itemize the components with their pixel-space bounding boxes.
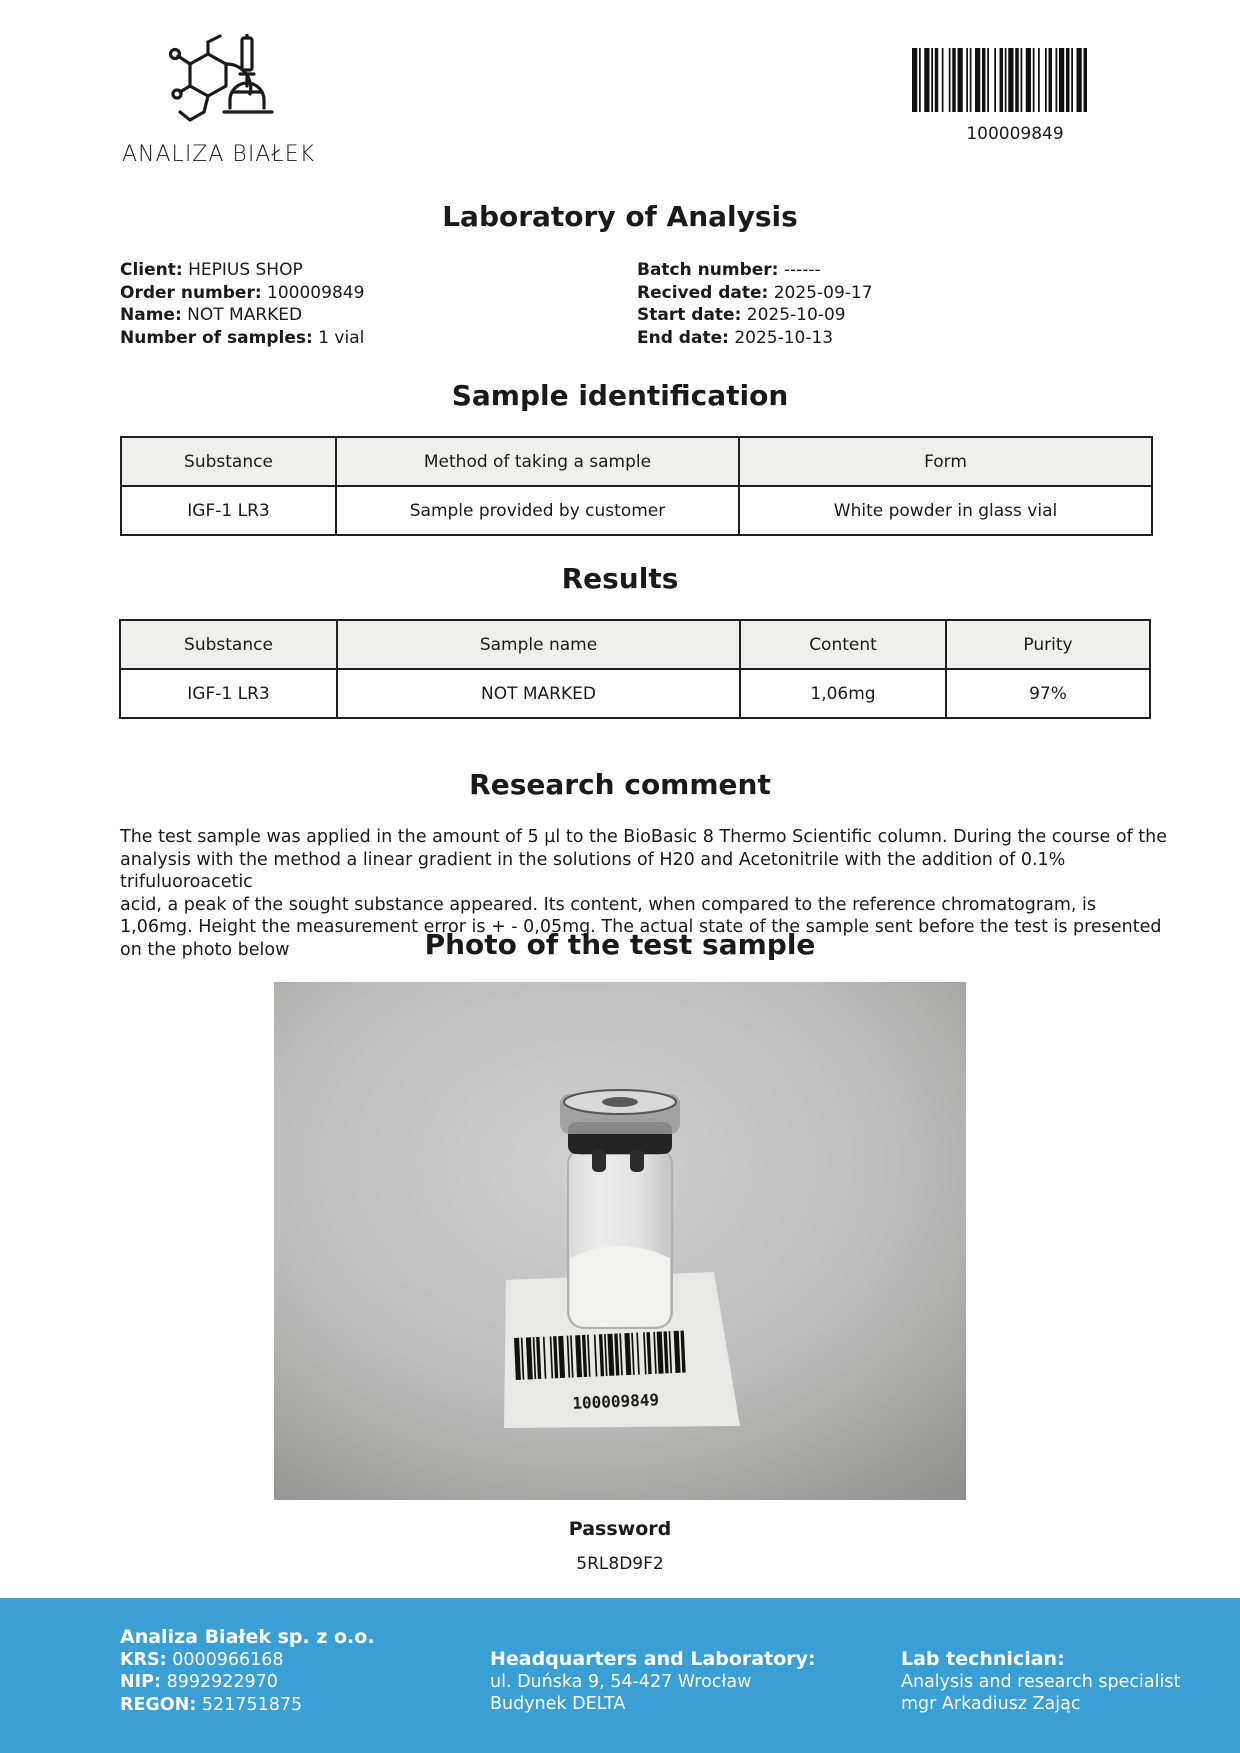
- barcode-bar: [1021, 48, 1023, 112]
- table-cell: 1,06mg: [740, 669, 946, 718]
- order-number-row: [120, 282, 364, 305]
- research-comment-title: Research comment: [469, 768, 771, 801]
- regon-row: [120, 1694, 375, 1717]
- table-header-cell: Substance: [120, 620, 337, 669]
- end-row: [637, 327, 873, 350]
- table-header-cell: Method of taking a sample: [336, 437, 739, 486]
- krs-value: 0000966168: [172, 1649, 284, 1670]
- barcode-bar: [935, 48, 939, 112]
- order-barcode: [912, 48, 1118, 144]
- results-table: [119, 619, 1151, 719]
- barcode-bar: [970, 48, 972, 112]
- hq-building: Budynek DELTA: [490, 1694, 626, 1714]
- barcode-bar: [982, 48, 986, 112]
- table-header-cell: Content: [740, 620, 946, 669]
- molecule-microscope-icon: [168, 34, 278, 134]
- comment-line: acid, a peak of the sought substance appeared. Its content, when compared to the reference chromatogram, is: [120, 894, 1096, 915]
- client-row: [120, 259, 364, 282]
- table-header-row: [121, 437, 1152, 486]
- tech-title: Lab technician:: [901, 1648, 1065, 1670]
- name-row: [120, 304, 364, 327]
- barcode-bar: [1038, 48, 1040, 112]
- samples-value: 1 vial: [318, 327, 365, 348]
- received-label: Recived date:: [637, 282, 769, 303]
- hq-title: Headquarters and Laboratory:: [490, 1648, 816, 1670]
- end-label: End date:: [637, 327, 729, 348]
- barcode-bar: [919, 48, 921, 112]
- order-info-left: [120, 259, 364, 349]
- tech-role: Analysis and research specialist: [901, 1671, 1181, 1692]
- samples-label: Number of samples:: [120, 327, 313, 348]
- table-row: [120, 669, 1150, 718]
- barcode-bar: [1059, 48, 1064, 112]
- end-value: 2025-10-13: [734, 327, 834, 348]
- barcode-bar: [958, 48, 963, 112]
- barcode-bar: [1066, 48, 1070, 112]
- barcode-bar: [1077, 48, 1082, 112]
- table-cell: Sample provided by customer: [336, 486, 739, 535]
- table-header-cell: Substance: [121, 437, 336, 486]
- barcode-bar: [912, 48, 917, 112]
- barcode-bar: [931, 48, 933, 112]
- barcode-bar: [994, 48, 996, 112]
- comment-line: 1,06mg. Height the measurement error is + - 0,05mg. The actual state of the sample sent before the test is presented: [120, 917, 1162, 937]
- barcode-bar: [1033, 48, 1035, 112]
- password-label: Password: [568, 1518, 672, 1540]
- samples-row: [120, 327, 364, 350]
- krs-row: [120, 1649, 375, 1672]
- results-title: Results: [561, 562, 679, 595]
- start-label: Start date:: [637, 305, 742, 325]
- table-row: [121, 486, 1152, 535]
- name-label: Name:: [120, 305, 182, 325]
- sample-table: [120, 436, 1153, 536]
- sample-photo: [274, 982, 966, 1500]
- batch-row: [637, 259, 873, 282]
- received-value: 2025-09-17: [773, 282, 873, 303]
- footer-company: [120, 1626, 375, 1716]
- tech-name: mgr Arkadiusz Zając: [901, 1694, 1081, 1714]
- password-value: 5RL8D9F2: [576, 1554, 664, 1574]
- barcode-bar: [1026, 48, 1031, 112]
- start-row: [637, 304, 873, 327]
- table-cell: White powder in glass vial: [739, 486, 1152, 535]
- barcode-bar: [975, 48, 980, 112]
- barcode-bar: [942, 48, 944, 112]
- photo-label-number: 100009849: [572, 1390, 660, 1413]
- comment-line: The test sample was applied in the amount of 5 µl to the BioBasic 8 Thermo Scientific column. During the course of the: [120, 827, 1167, 847]
- start-value: 2025-10-09: [746, 305, 846, 325]
- table-header-cell: Form: [739, 437, 1152, 486]
- barcode-bar: [952, 48, 956, 112]
- barcode-bar: [1056, 48, 1058, 112]
- table-cell: 97%: [946, 669, 1150, 718]
- barcode-bar: [966, 48, 968, 112]
- comment-line: on the photo below: [120, 939, 290, 960]
- table-cell: IGF-1 LR3: [121, 486, 336, 535]
- client-value: HEPIUS SHOP: [188, 260, 303, 280]
- order-info-right: [637, 259, 873, 349]
- nip-label: NIP:: [120, 1672, 161, 1692]
- company-name: Analiza Białek sp. z o.o.: [120, 1626, 375, 1648]
- photo-title: Photo of the test sample: [424, 928, 816, 961]
- order-number-value: 100009849: [267, 282, 365, 303]
- barcode-bar: [1005, 48, 1007, 112]
- table-header-cell: Sample name: [337, 620, 740, 669]
- batch-value: ------: [783, 260, 821, 280]
- received-row: [637, 282, 873, 305]
- table-cell: IGF-1 LR3: [120, 669, 337, 718]
- barcode-bar: [987, 48, 989, 112]
- logo-text: ANALIZA BIAŁEK: [122, 142, 316, 167]
- page-title: Laboratory of Analysis: [442, 200, 798, 233]
- table-cell: NOT MARKED: [337, 669, 740, 718]
- barcode-bar: [949, 48, 951, 112]
- regon-label: REGON:: [120, 1694, 197, 1715]
- table-header-row: [120, 620, 1150, 669]
- barcode-bar: [1008, 48, 1013, 112]
- barcode-bar: [1084, 48, 1088, 112]
- barcode-bar: [1000, 48, 1004, 112]
- batch-label: Batch number:: [637, 260, 779, 280]
- barcode-icon: [912, 48, 1114, 112]
- table-header-cell: Purity: [946, 620, 1150, 669]
- hq-address: ul. Duńska 9, 54-427 Wrocław: [490, 1671, 752, 1692]
- barcode-bar: [1015, 48, 1019, 112]
- barcode-number: 100009849: [966, 124, 1064, 144]
- nip-value: 8992922970: [166, 1672, 278, 1692]
- name-value: NOT MARKED: [187, 305, 303, 325]
- barcode-bar: [1071, 48, 1073, 112]
- barcode-bar: [1045, 48, 1047, 112]
- order-number-label: Order number:: [120, 282, 262, 303]
- company-logo: [120, 34, 330, 170]
- barcode-bar: [924, 48, 929, 112]
- nip-row: [120, 1671, 375, 1694]
- krs-label: KRS:: [120, 1649, 167, 1670]
- sample-identification-title: Sample identification: [451, 379, 789, 412]
- client-label: Client:: [120, 260, 183, 280]
- vial-photo-image: [274, 982, 966, 1500]
- footer: [0, 1598, 1240, 1753]
- regon-value: 521751875: [201, 1694, 303, 1715]
- footer-headquarters: [490, 1648, 816, 1716]
- comment-line: analysis with the method a linear gradient in the solutions of H20 and Acetonitrile with the addition of 0.1% trifuluoroacetic: [120, 849, 1066, 892]
- barcode-bar: [1049, 48, 1053, 112]
- footer-technician: [901, 1648, 1180, 1716]
